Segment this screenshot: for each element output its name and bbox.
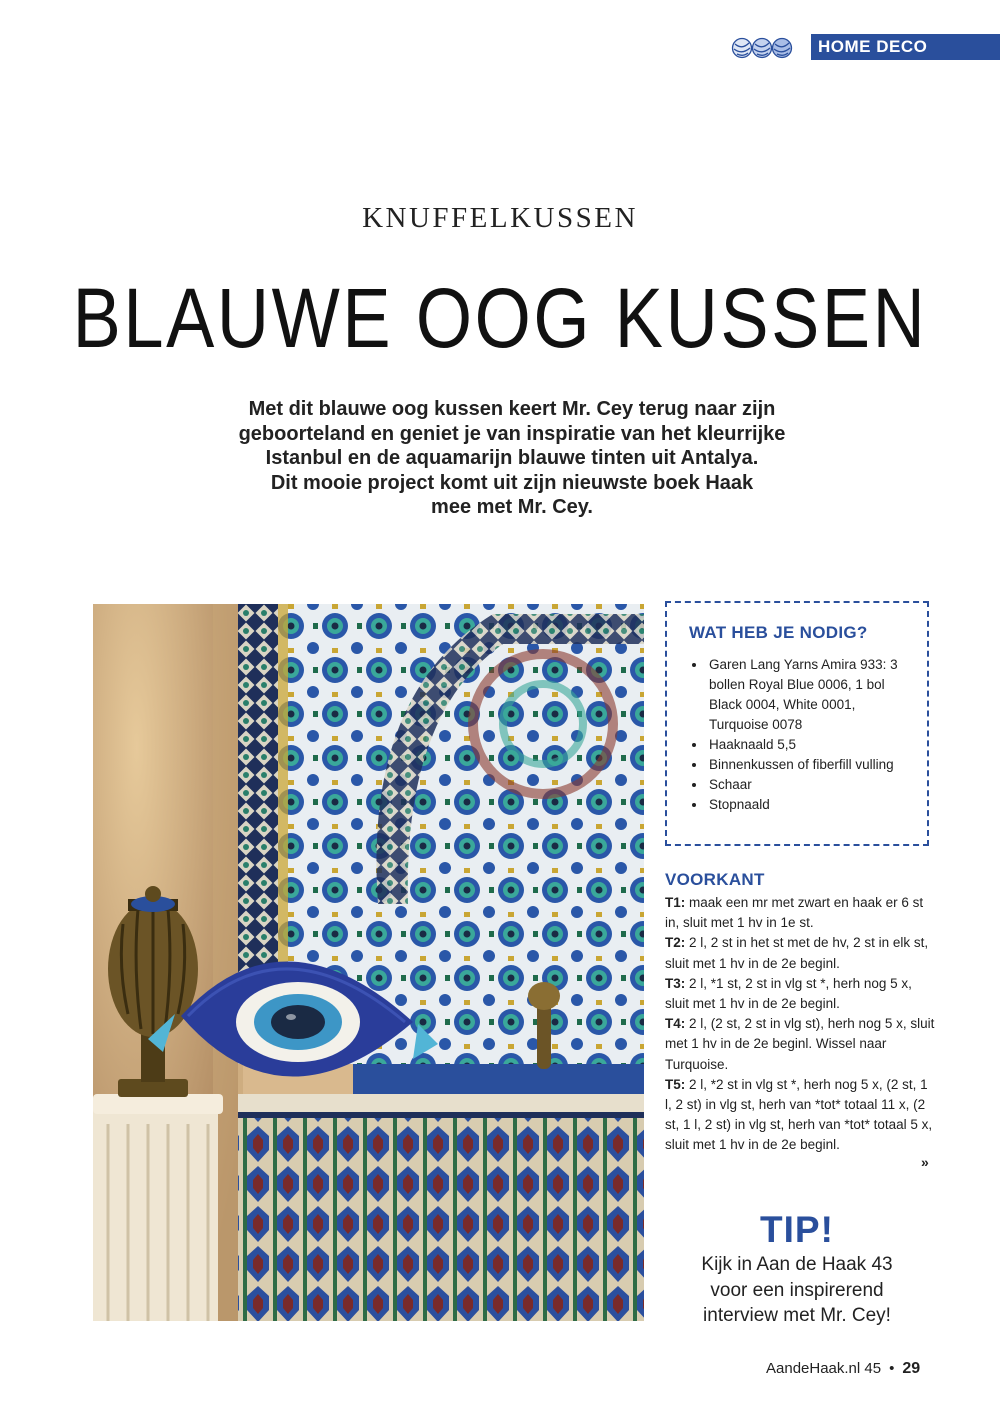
list-item: • Garen Lang Yarns Amira 933: 3 bollen Royal Blue 0006, 1 bol Black 0004, White 0001, Turquoise 0078 (707, 655, 917, 735)
page-number: 29 (902, 1360, 921, 1377)
list-item: • Schaar (707, 775, 917, 795)
pattern-row (665, 1075, 935, 1156)
intro-line: Dit mooie project komt uit zijn nieuwste boek Haak (270, 471, 754, 494)
row-label: T1: (665, 895, 686, 910)
pattern-row (665, 893, 935, 933)
materials-box (665, 601, 929, 846)
intro-line: mee met Mr. Cey. (431, 496, 593, 518)
pattern-instructions (665, 893, 935, 1156)
section-label: HOME DECO (811, 34, 1000, 60)
row-text: 2 l, *1 st, 2 st in vlg st *, herh nog 5 x, sluit met 1 hv in de 2e beginl. (665, 975, 912, 1012)
list-item: • Haaknaald 5,5 (707, 735, 917, 755)
site-name: AandeHaak.nl 45 (766, 1360, 882, 1377)
page-footer (766, 1360, 920, 1378)
row-text: 2 l, (2 st, 2 st in vlg st), herh nog 5 x, sluit met 1 hv in de 2e beginl. Wissel naar Turquoise. (665, 1016, 935, 1072)
page-title: BLAUWE OOG KUSSEN (72, 271, 928, 365)
pattern-row (665, 1014, 935, 1075)
intro-line: Met dit blauwe oog kussen keert Mr. Cey terug naar zijn (248, 398, 776, 420)
intro-line: geboorteland en geniet je van inspiratie van het kleurrijke (238, 422, 786, 445)
tip-line: interview met Mr. Cey! (703, 1305, 891, 1326)
list-item: • Binnenkussen of fiberfill vulling (707, 755, 917, 775)
continue-marker: » (921, 1154, 929, 1170)
pillow-photo (93, 604, 644, 1321)
row-label: T5: (665, 1076, 686, 1092)
yarn-balls-icon (731, 37, 803, 59)
intro-paragraph (200, 397, 824, 520)
materials-list (689, 655, 917, 815)
row-label: T4: (665, 1016, 686, 1032)
intro-line: Istanbul en de aquamarijn blauwe tinten uit Antalya. (265, 447, 759, 469)
tip-line: Kijk in Aan de Haak 43 (701, 1254, 893, 1275)
tip-heading: TIP! (760, 1209, 834, 1250)
pattern-row (665, 933, 935, 973)
row-text: 2 l, 2 st in het st met de hv, 2 st in elk st, sluit met 1 hv in de 2e beginl. (665, 935, 929, 971)
list-item: • Stopnaald (707, 795, 917, 815)
row-text: maak een mr met zwart en haak er 6 st in, sluit met 1 hv in 1e st. (665, 895, 924, 931)
pattern-row (665, 974, 935, 1014)
pattern-heading: VOORKANT (665, 870, 765, 889)
row-label: T2: (665, 935, 686, 951)
materials-heading: WAT HEB JE NODIG? (689, 623, 868, 642)
row-text: 2 l, *2 st in vlg st *, herh nog 5 x, (2 st, 1 l, 2 st) in vlg st, herh van *tot* totaal 11 x, (2 st, 1 l, 2 st) in vlg st, herh van *tot* totaal 5 x, sluit met 1 hv in de 2e beginl. (665, 1076, 933, 1153)
tip-box (665, 1208, 929, 1329)
row-label: T3: (665, 975, 686, 991)
kicker-title: KNUFFELKUSSEN (362, 202, 638, 234)
footer-bullet: • (889, 1360, 895, 1377)
tip-line: voor een inspirerend (710, 1279, 884, 1301)
